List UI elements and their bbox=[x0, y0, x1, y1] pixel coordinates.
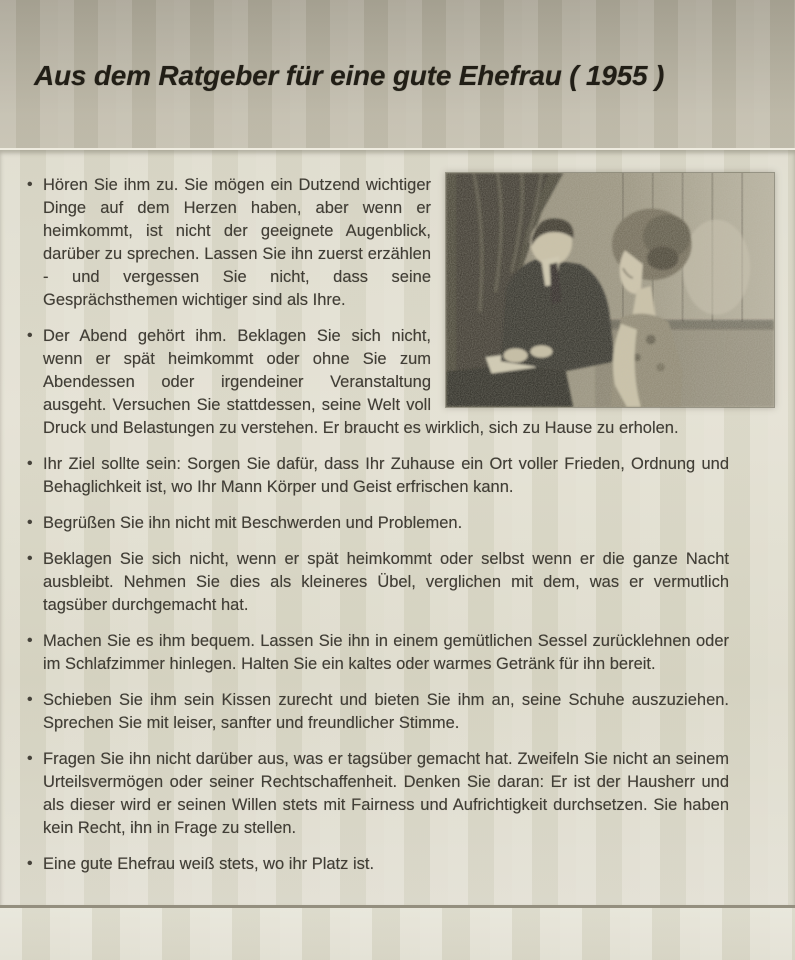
list-item bbox=[26, 512, 729, 535]
list-item bbox=[26, 325, 729, 440]
list-item-text: Fragen Sie ihn nicht darüber aus, was er tagsüber gemacht hat. Zweifeln Sie nicht an seinem Urteilsvermögen oder seiner Rechtschaffenheit. Denken Sie daran: Er ist der Hausherr und als dieser wird er seinen Willen stets mit Fairness und Aufrichtigkeit durchsetzen. Sie haben kein Recht, ihn in Frage zu stellen. bbox=[43, 750, 729, 837]
list-item bbox=[26, 748, 729, 840]
bullet-icon: • bbox=[27, 176, 33, 193]
list-item-text: Ihr Ziel sollte sein: Sorgen Sie dafür, dass Ihr Zuhause ein Ort voller Frieden, Ordnung und Behaglichkeit ist, wo Ihr Mann Körper und Geist erfrischen kann. bbox=[43, 455, 729, 496]
list-item bbox=[26, 548, 729, 617]
bullet-icon: • bbox=[27, 691, 33, 708]
bullet-icon: • bbox=[27, 750, 33, 767]
list-item-text: Begrüßen Sie ihn nicht mit Beschwerden und Problemen. bbox=[43, 514, 463, 532]
list-item bbox=[26, 689, 729, 735]
list-item-text: Schieben Sie ihm sein Kissen zurecht und bieten Sie ihm an, seine Schuhe auszuziehen. Sprechen Sie mit leiser, sanfter und freundlicher Stimme. bbox=[43, 691, 729, 732]
bullet-icon: • bbox=[27, 514, 33, 531]
list-item bbox=[26, 853, 729, 876]
list-item bbox=[26, 453, 729, 499]
list-item-text: Beklagen Sie sich nicht, wenn er spät heimkommt oder selbst wenn er die ganze Nacht ausbleibt. Nehmen Sie dies als kleineres Übel, verglichen mit dem, was er vermutlich tagsüber durchgemacht hat. bbox=[43, 550, 729, 614]
header bbox=[0, 0, 795, 148]
paper-bottom-edge bbox=[0, 905, 795, 960]
bullet-icon: • bbox=[27, 455, 33, 472]
list-item-text: Der Abend gehört ihm. Beklagen Sie sich nicht, wenn er spät heimkommt oder ohne Sie zum Abendessen oder irgendeiner Veranstaltung ausgeht. Versuchen Sie stattdessen, seine Welt voll Druck und Belastungen zu verstehen. Er braucht es wirklich, sich zu Hause zu erholen. bbox=[43, 327, 679, 437]
bullet-icon: • bbox=[27, 327, 33, 344]
bullet-icon: • bbox=[27, 550, 33, 567]
list-item bbox=[26, 630, 729, 676]
bullet-icon: • bbox=[27, 632, 33, 649]
bullet-icon: • bbox=[27, 855, 33, 872]
page-title: Aus dem Ratgeber für eine gute Ehefrau ( 1955 ) bbox=[34, 60, 665, 91]
list-item bbox=[26, 174, 729, 312]
list-item-text: Eine gute Ehefrau weiß stets, wo ihr Platz ist. bbox=[43, 855, 375, 873]
article-body bbox=[0, 148, 795, 905]
list-item-text: Machen Sie es ihm bequem. Lassen Sie ihn in einem gemütlichen Sessel zurücklehnen oder im Schlafzimmer hinlegen. Halten Sie ein kaltes oder warmes Getränk für ihn bereit. bbox=[43, 632, 729, 673]
list-item-text: Hören Sie ihm zu. Sie mögen ein Dutzend wichtiger Dinge auf dem Herzen haben, aber wenn er heimkommt, ist nicht der geeignete Augenblick, darüber zu sprechen. Lassen Sie ihn zuerst erzählen - und vergessen Sie nicht, dass seine Gesprächsthemen wichtiger sind als Ihre. bbox=[43, 176, 431, 309]
